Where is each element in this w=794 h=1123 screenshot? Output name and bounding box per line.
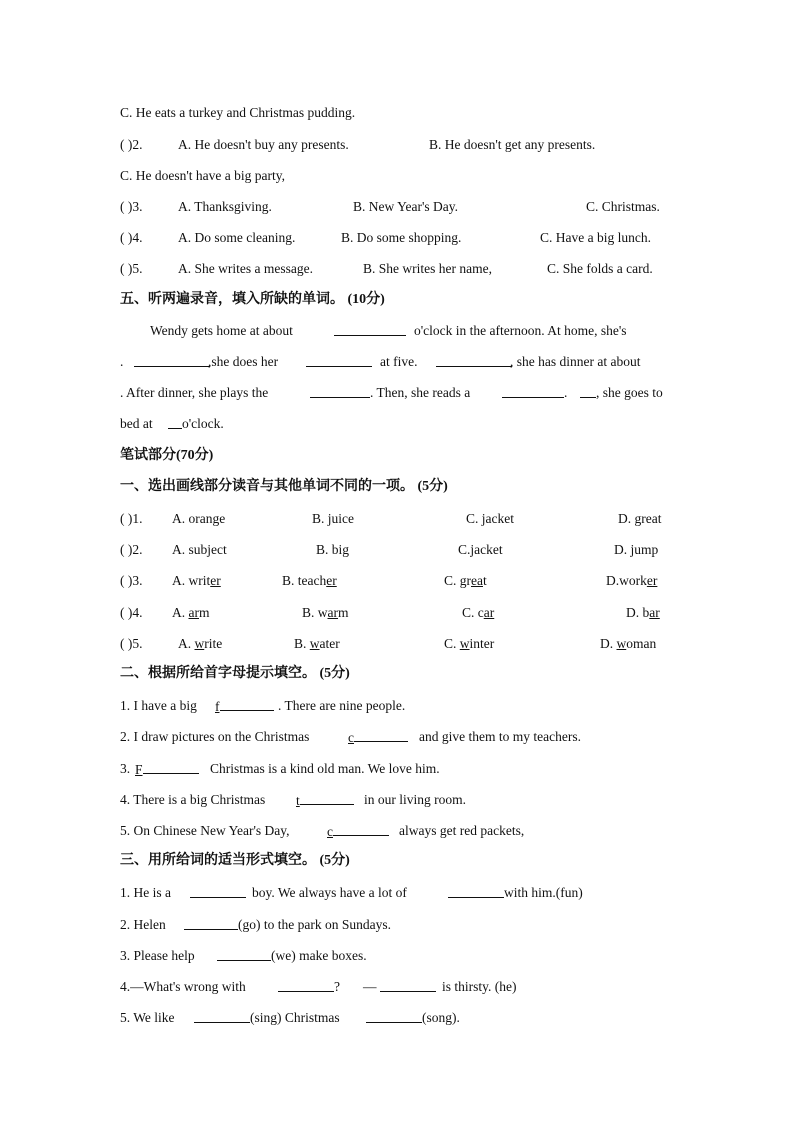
answer-paren: ( )2. (120, 542, 143, 557)
option-text: t (482, 573, 487, 588)
question-text: 2. Helen (120, 917, 166, 932)
question-text: . There are nine people. (278, 698, 406, 713)
option-text: D. (614, 542, 631, 557)
option-b (302, 604, 349, 622)
blank[interactable] (168, 415, 182, 429)
option-b (294, 635, 340, 653)
blank[interactable] (502, 384, 564, 398)
option-a (172, 541, 227, 559)
option-text: D. (600, 636, 617, 651)
blank[interactable] (217, 947, 271, 961)
question-text: 1. He is a (120, 885, 171, 900)
blank[interactable] (366, 1009, 422, 1023)
passage-text: . (120, 354, 124, 369)
option-text: orange (188, 511, 226, 526)
option-text: B. w (302, 605, 328, 620)
question-text: 3. (120, 761, 131, 776)
blank-line (143, 760, 199, 774)
passage-text: . Then, she reads a (370, 385, 471, 400)
blank[interactable] (296, 791, 354, 810)
option-a: A. She writes a message. (178, 261, 313, 276)
option-text: B. (312, 511, 328, 526)
underlined-letters: w (616, 636, 627, 651)
option-text: C. c (462, 605, 484, 620)
passage-text: . (564, 385, 568, 400)
option-d (606, 572, 657, 590)
option-text: A. (178, 636, 195, 651)
option-c: C. Christmas. (586, 199, 660, 214)
option-text: A. (172, 511, 189, 526)
option-text: ump (634, 542, 659, 557)
option-text: D. b (626, 605, 650, 620)
option-b (312, 510, 354, 528)
option-d (618, 510, 661, 528)
first-letter: f (215, 699, 220, 714)
blank[interactable] (184, 916, 238, 930)
blank[interactable] (190, 884, 246, 898)
first-letter: F (135, 762, 143, 777)
option-b: B. He doesn't get any presents. (429, 137, 596, 152)
blank[interactable] (327, 822, 389, 841)
underlined-letters: g (634, 511, 642, 526)
option-c: C. Have a big lunch. (540, 230, 651, 245)
section3-heading: 三、用所给词的适当形式填空。 (5分) (120, 853, 350, 868)
question-text: with him.(fun) (504, 885, 583, 900)
option-b: B. Do some shopping. (341, 230, 462, 245)
question-text: 3. Please help (120, 948, 195, 963)
option-c (444, 572, 487, 590)
question-text: and give them to my teachers. (419, 729, 581, 744)
passage-text: at five. (380, 354, 418, 369)
option-c (466, 510, 514, 528)
question-text: (go) to the park on Sundays. (238, 917, 391, 932)
option-text: A. (172, 605, 189, 620)
blank[interactable] (436, 353, 512, 367)
underlined-letters: j (327, 511, 332, 526)
underlined-letters: ar (483, 605, 495, 620)
answer-paren: ( )2. (120, 137, 143, 152)
option-text: ater (319, 636, 340, 651)
option-text: C. (466, 511, 482, 526)
option-text: m (338, 605, 349, 620)
underlined-letters: w (194, 636, 205, 651)
underlined-letters: ea (471, 573, 483, 588)
answer-paren: ( )4. (120, 230, 143, 245)
answer-paren: ( )3. (120, 199, 143, 214)
option-d (626, 604, 660, 622)
option-text: reat (641, 511, 662, 526)
option-text: C. gr (444, 573, 471, 588)
option-b (316, 541, 349, 559)
section1-heading: 一、选出画线部分读音与其他单词不同的一项。 (5分) (120, 479, 448, 494)
question-text: 2. I draw pictures on the Christmas (120, 729, 310, 744)
option-b (282, 572, 337, 590)
first-letter: t (296, 793, 300, 808)
option-c (462, 604, 494, 622)
question-text: Christmas is a kind old man. We love him. (210, 761, 440, 776)
blank[interactable] (306, 353, 372, 367)
option-a (172, 572, 221, 590)
option-text: ect (211, 542, 227, 557)
question-text: 4. There is a big Christmas (120, 792, 266, 807)
option-text: B. (294, 636, 310, 651)
option-a (178, 635, 222, 653)
option-text: D. (618, 511, 635, 526)
option-text: acket (485, 511, 515, 526)
blank[interactable] (348, 728, 408, 747)
option-c (444, 635, 494, 653)
question-text: (song). (422, 1010, 460, 1025)
passage-text: o'clock. (182, 416, 224, 431)
question-text: always get red packets, (399, 823, 525, 838)
blank-line (333, 822, 389, 836)
question-text: in our living room. (364, 792, 466, 807)
underlined-letters: j (470, 542, 475, 557)
option-text: C. (458, 542, 471, 557)
underlined-letters: er (646, 573, 658, 588)
option-text: rite (204, 636, 223, 651)
option-a: A. He doesn't buy any presents. (178, 137, 349, 152)
blank[interactable] (134, 353, 210, 367)
option-text: B. teach (282, 573, 327, 588)
option-c: C. He doesn't have a big party, (120, 168, 286, 183)
option-d (600, 635, 656, 653)
blank[interactable] (334, 322, 406, 336)
first-letter: c (348, 730, 354, 745)
underlined-letters: ar (649, 605, 660, 620)
option-a: A. Do some cleaning. (178, 230, 296, 245)
blank[interactable] (310, 384, 370, 398)
blank[interactable] (135, 760, 199, 779)
passage-text: o'clock in the afternoon. At home, she's (414, 323, 627, 338)
passage-text: , she has dinner at about (510, 354, 641, 369)
passage-text: , she goes to (596, 385, 663, 400)
question-text: 5. We like (120, 1010, 175, 1025)
question-text: ? (334, 979, 340, 994)
passage-text: . After dinner, she plays the (120, 385, 269, 400)
question-text: — (363, 979, 377, 994)
blank[interactable] (448, 884, 504, 898)
blank[interactable] (215, 697, 274, 716)
option-text: A. writ (172, 573, 211, 588)
blank-line (354, 728, 408, 742)
section2-heading: 二、根据所给首字母提示填空。 (5分) (120, 666, 350, 681)
question-text: 1. I have a big (120, 698, 197, 713)
blank[interactable] (194, 1009, 250, 1023)
option-text: oman (626, 636, 657, 651)
option-b: B. She writes her name, (363, 261, 492, 276)
option-b: B. New Year's Day. (353, 199, 459, 214)
first-letter: c (327, 824, 333, 839)
underlined-letters: w (309, 636, 320, 651)
blank[interactable] (380, 978, 436, 992)
option-text: big (331, 542, 350, 557)
passage-text: ,she does her (208, 354, 279, 369)
section5-heading: 五、听两遍录音，填入所缺的单词。 (10分) (120, 292, 385, 307)
question-text: boy. We always have a lot of (252, 885, 407, 900)
option-d (614, 541, 658, 559)
answer-paren: ( )5. (120, 636, 143, 651)
written-part-heading: 笔试部分(70分) (120, 448, 214, 463)
underlined-letters: w (459, 636, 470, 651)
option-text: inter (469, 636, 495, 651)
option-text: uice (331, 511, 355, 526)
option-text: m (199, 605, 210, 620)
blank-line (300, 791, 354, 805)
option-a: A. Thanksgiving. (178, 199, 272, 214)
answer-paren: ( )3. (120, 573, 143, 588)
option-c (458, 541, 503, 559)
option-a (172, 604, 210, 622)
underlined-letters: er (326, 573, 337, 588)
option-c: C. She folds a card. (547, 261, 653, 276)
underlined-letters: j (481, 511, 486, 526)
option-text: D.work (606, 573, 647, 588)
question-text: (we) make boxes. (271, 948, 367, 963)
option-text: C. (444, 636, 460, 651)
option-a (172, 510, 225, 528)
underlined-letters: ar (327, 605, 339, 620)
option-text: B. (316, 542, 332, 557)
question-text: 5. On Chinese New Year's Day, (120, 823, 290, 838)
blank-line (220, 697, 274, 711)
blank[interactable] (278, 978, 334, 992)
question-text: is thirsty. (he) (442, 979, 517, 994)
blank[interactable] (580, 384, 596, 398)
underlined-letters: j (630, 542, 635, 557)
answer-paren: ( )5. (120, 261, 143, 276)
answer-paren: ( )4. (120, 605, 143, 620)
passage-text: bed at (120, 416, 153, 431)
option-text: A. sub (172, 542, 208, 557)
option-text: acket (474, 542, 503, 557)
underlined-letters: ar (188, 605, 199, 620)
underlined-letters: er (210, 573, 221, 588)
answer-paren: ( )1. (120, 511, 143, 526)
option-text: C. He eats a turkey and Christmas pudding. (120, 105, 356, 120)
question-text: 4.—What's wrong with (120, 979, 246, 994)
passage-text: Wendy gets home at about (150, 323, 293, 338)
question-text: (sing) Christmas (250, 1010, 340, 1025)
underlined-letters: j (207, 542, 212, 557)
